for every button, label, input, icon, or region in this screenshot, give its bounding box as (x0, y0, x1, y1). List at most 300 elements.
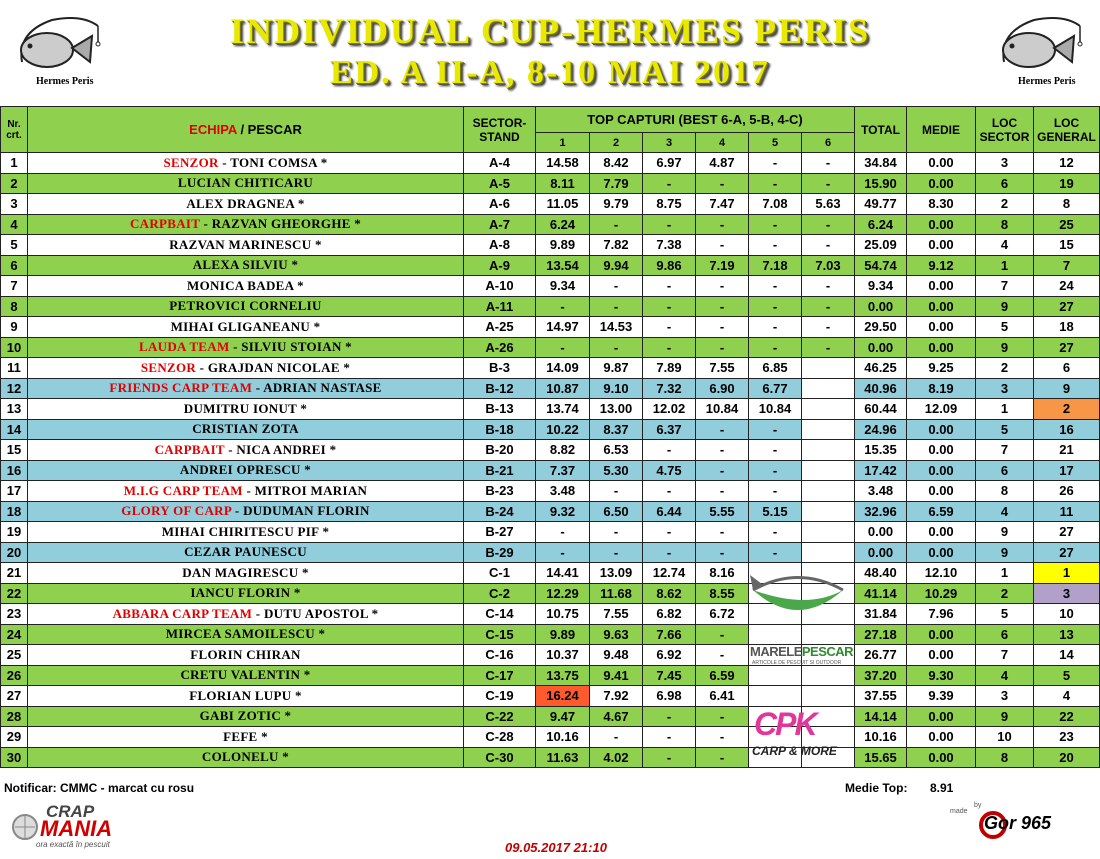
capture-value: - (696, 440, 749, 461)
sector-stand: B-23 (464, 481, 536, 502)
total-value: 26.77 (855, 645, 907, 666)
loc-general-value: 7 (1034, 255, 1100, 276)
capture-value: 6.50 (590, 501, 643, 522)
competitor-name (28, 378, 464, 399)
capture-value: 4.02 (590, 747, 643, 768)
capture-value: - (696, 706, 749, 727)
angler-name: MIRCEA SAMOILESCU * (165, 626, 326, 642)
total-value: 41.14 (855, 583, 907, 604)
loc-sector-value: 8 (976, 214, 1034, 235)
capture-value: 9.41 (590, 665, 643, 686)
capture-value: 9.86 (643, 255, 696, 276)
angler-name: ALEX DRAGNEA * (186, 195, 305, 211)
loc-general-value: 27 (1034, 542, 1100, 563)
loc-general-value: 27 (1034, 522, 1100, 543)
logo-label: Hermes Peris (1018, 76, 1076, 87)
angler-name: RAZVAN MARINESCU * (169, 236, 322, 252)
loc-sector-value: 10 (976, 727, 1034, 748)
capture-value: - (802, 337, 855, 358)
capture-value: - (749, 337, 802, 358)
capture-value: 14.09 (536, 358, 590, 379)
header (0, 0, 1100, 106)
sector-stand: B-20 (464, 440, 536, 461)
capture-value: - (749, 296, 802, 317)
loc-general-value: 16 (1034, 419, 1100, 440)
loc-sector-value: 1 (976, 399, 1034, 420)
team-name: SENZOR (140, 359, 197, 375)
capture-value: 9.63 (590, 624, 643, 645)
empty-capture-slot (802, 358, 855, 379)
capture-value: 12.02 (643, 399, 696, 420)
total-value: 10.16 (855, 727, 907, 748)
table-row (1, 214, 1100, 235)
angler-name: FLORIAN LUPU * (189, 687, 302, 703)
total-value: 49.77 (855, 194, 907, 215)
loc-general-value: 25 (1034, 214, 1100, 235)
col-capture-3: 3 (643, 133, 696, 153)
medie-value: 0.00 (907, 153, 976, 174)
capture-value: - (643, 276, 696, 297)
capture-value: 14.53 (590, 317, 643, 338)
capture-value: - (590, 481, 643, 502)
table-row (1, 276, 1100, 297)
capture-value: 6.44 (643, 501, 696, 522)
capture-value: 7.55 (590, 604, 643, 625)
team-name: FRIENDS CARP TEAM (109, 380, 253, 396)
total-value: 15.35 (855, 440, 907, 461)
competitor-name (28, 173, 464, 194)
capture-value: 8.82 (536, 440, 590, 461)
row-number: 3 (1, 194, 28, 215)
capture-value: 8.55 (696, 583, 749, 604)
medie-top-value: 8.91 (930, 781, 954, 795)
total-value: 9.34 (855, 276, 907, 297)
capture-value: 6.97 (643, 153, 696, 174)
capture-value: 5.55 (696, 501, 749, 522)
loc-general-value: 2 (1034, 399, 1100, 420)
capture-value: 9.10 (590, 378, 643, 399)
capture-value: - (696, 276, 749, 297)
competitor-name (28, 747, 464, 768)
medie-value: 7.96 (907, 604, 976, 625)
made-by-gor-logo (950, 802, 1090, 852)
row-number: 17 (1, 481, 28, 502)
capture-value: - (590, 214, 643, 235)
angler-name: CEZAR PAUNESCU (184, 544, 307, 560)
capture-value: - (536, 522, 590, 543)
medie-value: 10.29 (907, 583, 976, 604)
sector-stand: C-30 (464, 747, 536, 768)
loc-sector-value: 4 (976, 501, 1034, 522)
capture-value: - (696, 747, 749, 768)
capture-value: 14.41 (536, 563, 590, 584)
capture-value: 9.87 (590, 358, 643, 379)
total-value: 29.50 (855, 317, 907, 338)
loc-general-value: 19 (1034, 173, 1100, 194)
angler-name: NICA ANDREI * (236, 441, 337, 457)
loc-general-value: 13 (1034, 624, 1100, 645)
capture-value: - (643, 747, 696, 768)
capture-value: - (696, 214, 749, 235)
empty-capture-slot (802, 542, 855, 563)
table-row (1, 337, 1100, 358)
row-number: 24 (1, 624, 28, 645)
row-number: 21 (1, 563, 28, 584)
capture-value: 8.37 (590, 419, 643, 440)
total-value: 60.44 (855, 399, 907, 420)
row-number: 2 (1, 173, 28, 194)
capture-value: 3.48 (536, 481, 590, 502)
loc-general-value: 20 (1034, 747, 1100, 768)
table-row (1, 522, 1100, 543)
capture-value: 13.09 (590, 563, 643, 584)
capture-value: 6.72 (696, 604, 749, 625)
capture-value: - (536, 337, 590, 358)
capture-value: 16.24 (536, 686, 590, 707)
loc-sector-value: 9 (976, 706, 1034, 727)
capture-value: 7.18 (749, 255, 802, 276)
capture-value: 6.53 (590, 440, 643, 461)
table-row (1, 296, 1100, 317)
sector-stand: B-24 (464, 501, 536, 522)
capture-value: - (696, 173, 749, 194)
separator: - (242, 482, 255, 498)
capture-value: 6.92 (643, 645, 696, 666)
capture-value: 6.37 (643, 419, 696, 440)
capture-value: - (643, 522, 696, 543)
sector-stand: B-12 (464, 378, 536, 399)
logo-label: Hermes Peris (36, 76, 94, 87)
capture-value: 12.74 (643, 563, 696, 584)
pescar-text: PESCAR (801, 644, 854, 659)
table-row (1, 747, 1100, 768)
gor-text: Gor 965 (984, 813, 1052, 833)
medie-value: 8.19 (907, 378, 976, 399)
row-number: 16 (1, 460, 28, 481)
team-name: ABBARA CARP TEAM (112, 605, 253, 621)
medie-value: 0.00 (907, 624, 976, 645)
medie-value: 0.00 (907, 235, 976, 256)
competitor-name (28, 419, 464, 440)
loc-sector-value: 4 (976, 665, 1034, 686)
competitor-name (28, 624, 464, 645)
capture-value: 7.32 (643, 378, 696, 399)
table-row (1, 665, 1100, 686)
capture-value: - (643, 542, 696, 563)
capture-value: 13.75 (536, 665, 590, 686)
team-name: CARPBAIT (154, 441, 225, 457)
col-total: TOTAL (855, 107, 907, 153)
medie-value: 12.10 (907, 563, 976, 584)
capture-value: 10.84 (696, 399, 749, 420)
row-number: 27 (1, 686, 28, 707)
capture-value: 4.75 (643, 460, 696, 481)
capture-value: - (643, 727, 696, 748)
loc-sector-value: 9 (976, 337, 1034, 358)
competitor-name (28, 665, 464, 686)
medie-value: 12.09 (907, 399, 976, 420)
medie-value: 9.12 (907, 255, 976, 276)
total-value: 48.40 (855, 563, 907, 584)
capture-value: 10.22 (536, 419, 590, 440)
competitor-name (28, 686, 464, 707)
row-number: 18 (1, 501, 28, 522)
loc-general-value: 27 (1034, 296, 1100, 317)
total-value: 46.25 (855, 358, 907, 379)
row-number: 25 (1, 645, 28, 666)
sector-stand: B-29 (464, 542, 536, 563)
total-value: 25.09 (855, 235, 907, 256)
sector-stand: C-16 (464, 645, 536, 666)
team-name: GLORY OF CARP (121, 503, 232, 519)
angler-name: GABI ZOTIC * (199, 708, 292, 724)
competitor-name (28, 276, 464, 297)
competitor-name (28, 501, 464, 522)
table-row (1, 583, 1100, 604)
competitor-name (28, 727, 464, 748)
sector-stand: A-7 (464, 214, 536, 235)
angler-name: CRISTIAN ZOTA (192, 421, 299, 437)
capture-value: 7.08 (749, 194, 802, 215)
capture-value: - (696, 542, 749, 563)
medie-value: 0.00 (907, 440, 976, 461)
row-number: 22 (1, 583, 28, 604)
hermes-peris-logo-right (990, 8, 1088, 98)
table-row (1, 317, 1100, 338)
capture-value: 9.79 (590, 194, 643, 215)
competitor-name (28, 399, 464, 420)
capture-value: - (696, 645, 749, 666)
loc-sector-value: 1 (976, 563, 1034, 584)
separator: - (200, 216, 212, 232)
capture-value: 8.11 (536, 173, 590, 194)
capture-value: 5.15 (749, 501, 802, 522)
table-row (1, 645, 1100, 666)
competitor-name (28, 235, 464, 256)
col-nr: Nr. crt. (1, 107, 28, 153)
capture-value: - (749, 276, 802, 297)
capture-value: 10.16 (536, 727, 590, 748)
capture-value: 5.63 (802, 194, 855, 215)
capture-value: - (749, 153, 802, 174)
competitor-name (28, 481, 464, 502)
table-row (1, 419, 1100, 440)
capture-value: 7.03 (802, 255, 855, 276)
sector-stand: A-11 (464, 296, 536, 317)
medie-value: 0.00 (907, 542, 976, 563)
row-number: 11 (1, 358, 28, 379)
col-capture-4: 4 (696, 133, 749, 153)
row-number: 6 (1, 255, 28, 276)
capture-value: 13.00 (590, 399, 643, 420)
carp-icon (994, 12, 1084, 76)
capture-value: - (590, 276, 643, 297)
sector-stand: C-17 (464, 665, 536, 686)
row-number: 19 (1, 522, 28, 543)
capture-value: - (643, 440, 696, 461)
mania-text: MANIA (40, 816, 113, 841)
sector-stand: B-18 (464, 419, 536, 440)
capture-value: 5.30 (590, 460, 643, 481)
medie-value: 0.00 (907, 645, 976, 666)
capture-value: - (643, 706, 696, 727)
angler-name: MIHAI GLIGANEANU * (170, 318, 321, 334)
title-line-2: ED. A II-A, 8-10 MAI 2017 (329, 54, 771, 91)
capture-value: - (749, 235, 802, 256)
capture-value: 13.54 (536, 255, 590, 276)
empty-capture-slot (802, 460, 855, 481)
sector-stand: C-14 (464, 604, 536, 625)
loc-sector-value: 5 (976, 604, 1034, 625)
capture-value: 9.34 (536, 276, 590, 297)
row-number: 29 (1, 727, 28, 748)
medie-value: 0.00 (907, 706, 976, 727)
loc-sector-value: 9 (976, 296, 1034, 317)
angler-name: IANCU FLORIN * (190, 585, 301, 601)
sector-stand: A-9 (464, 255, 536, 276)
total-value: 40.96 (855, 378, 907, 399)
total-value: 0.00 (855, 542, 907, 563)
table-row (1, 173, 1100, 194)
row-number: 15 (1, 440, 28, 461)
competitor-name (28, 563, 464, 584)
loc-general-value: 22 (1034, 706, 1100, 727)
loc-general-value: 14 (1034, 645, 1100, 666)
angler-name: FLORIN CHIRAN (190, 646, 301, 662)
row-number: 14 (1, 419, 28, 440)
capture-value: 7.92 (590, 686, 643, 707)
table-row (1, 727, 1100, 748)
sector-stand: A-4 (464, 153, 536, 174)
medie-value: 0.00 (907, 419, 976, 440)
capture-value: - (802, 296, 855, 317)
separator: - (229, 339, 242, 355)
loc-general-value: 21 (1034, 440, 1100, 461)
capture-value: 6.98 (643, 686, 696, 707)
loc-sector-value: 8 (976, 747, 1034, 768)
crap-text: CRAP (46, 802, 95, 821)
col-capture-5: 5 (749, 133, 802, 153)
medie-value: 0.00 (907, 727, 976, 748)
row-number: 10 (1, 337, 28, 358)
capture-value: - (749, 542, 802, 563)
angler-name: GRAJDAN NICOLAE * (207, 359, 351, 375)
capture-value: - (802, 214, 855, 235)
capture-value: 6.82 (643, 604, 696, 625)
total-value: 31.84 (855, 604, 907, 625)
sector-stand: C-1 (464, 563, 536, 584)
col-capture-2: 2 (590, 133, 643, 153)
capture-value: 6.24 (536, 214, 590, 235)
capture-value: - (590, 296, 643, 317)
total-value: 0.00 (855, 296, 907, 317)
row-number: 23 (1, 604, 28, 625)
marele-text: MARELE (750, 644, 802, 659)
loc-sector-value: 3 (976, 686, 1034, 707)
cpk-text: CARP & MORE (752, 744, 837, 758)
competitor-name (28, 296, 464, 317)
medie-value: 0.00 (907, 317, 976, 338)
capture-value: 7.47 (696, 194, 749, 215)
col-loc-sector: LOC SECTOR (976, 107, 1034, 153)
capture-value: - (590, 727, 643, 748)
angler-name: SILVIU STOIAN * (241, 339, 352, 355)
competitor-name (28, 645, 464, 666)
angler-name: CRETU VALENTIN * (180, 667, 311, 683)
loc-sector-value: 6 (976, 624, 1034, 645)
capture-value: 14.58 (536, 153, 590, 174)
competitor-name (28, 153, 464, 174)
row-number: 4 (1, 214, 28, 235)
medie-value: 0.00 (907, 276, 976, 297)
total-value: 6.24 (855, 214, 907, 235)
timestamp: 09.05.2017 21:10 (505, 840, 607, 855)
capture-value: 8.75 (643, 194, 696, 215)
capture-value: 7.82 (590, 235, 643, 256)
sector-stand: B-21 (464, 460, 536, 481)
table-row (1, 563, 1100, 584)
capture-value: 10.75 (536, 604, 590, 625)
total-value: 27.18 (855, 624, 907, 645)
loc-sector-value: 2 (976, 194, 1034, 215)
total-value: 34.84 (855, 153, 907, 174)
loc-general-value: 23 (1034, 727, 1100, 748)
col-medie: MEDIE (907, 107, 976, 153)
capture-value: 9.94 (590, 255, 643, 276)
sector-stand: B-3 (464, 358, 536, 379)
loc-general-value: 24 (1034, 276, 1100, 297)
loc-general-value: 15 (1034, 235, 1100, 256)
loc-sector-value: 1 (976, 255, 1034, 276)
medie-value: 0.00 (907, 460, 976, 481)
ball-icon (10, 812, 40, 842)
results-table (0, 106, 1100, 768)
capture-value: - (536, 296, 590, 317)
table-row (1, 686, 1100, 707)
table-row (1, 255, 1100, 276)
table-row (1, 706, 1100, 727)
capture-value: - (590, 522, 643, 543)
capture-value: - (696, 460, 749, 481)
total-value: 14.14 (855, 706, 907, 727)
total-value: 0.00 (855, 522, 907, 543)
empty-capture-slot (802, 399, 855, 420)
loc-general-value: 26 (1034, 481, 1100, 502)
capture-value: - (696, 727, 749, 748)
capture-value: - (749, 173, 802, 194)
by-text: by (974, 802, 982, 809)
capture-value: 9.48 (590, 645, 643, 666)
angler-name: DAN MAGIRESCU * (182, 564, 309, 580)
table-row (1, 624, 1100, 645)
capture-value: 14.97 (536, 317, 590, 338)
marele-subtitle: ARTICOLE DE PESCUIT SI OUTDOOR (752, 660, 842, 666)
capture-value: 9.47 (536, 706, 590, 727)
medie-value: 6.59 (907, 501, 976, 522)
empty-capture-slot (802, 419, 855, 440)
loc-sector-value: 7 (976, 440, 1034, 461)
capture-value: 10.84 (749, 399, 802, 420)
total-value: 54.74 (855, 255, 907, 276)
capture-value: - (696, 419, 749, 440)
team-name: CARPBAIT (129, 216, 200, 232)
capture-value: 8.16 (696, 563, 749, 584)
capture-value: 8.62 (643, 583, 696, 604)
empty-capture-slot (802, 686, 855, 707)
row-number: 9 (1, 317, 28, 338)
table-row (1, 542, 1100, 563)
table-row (1, 235, 1100, 256)
